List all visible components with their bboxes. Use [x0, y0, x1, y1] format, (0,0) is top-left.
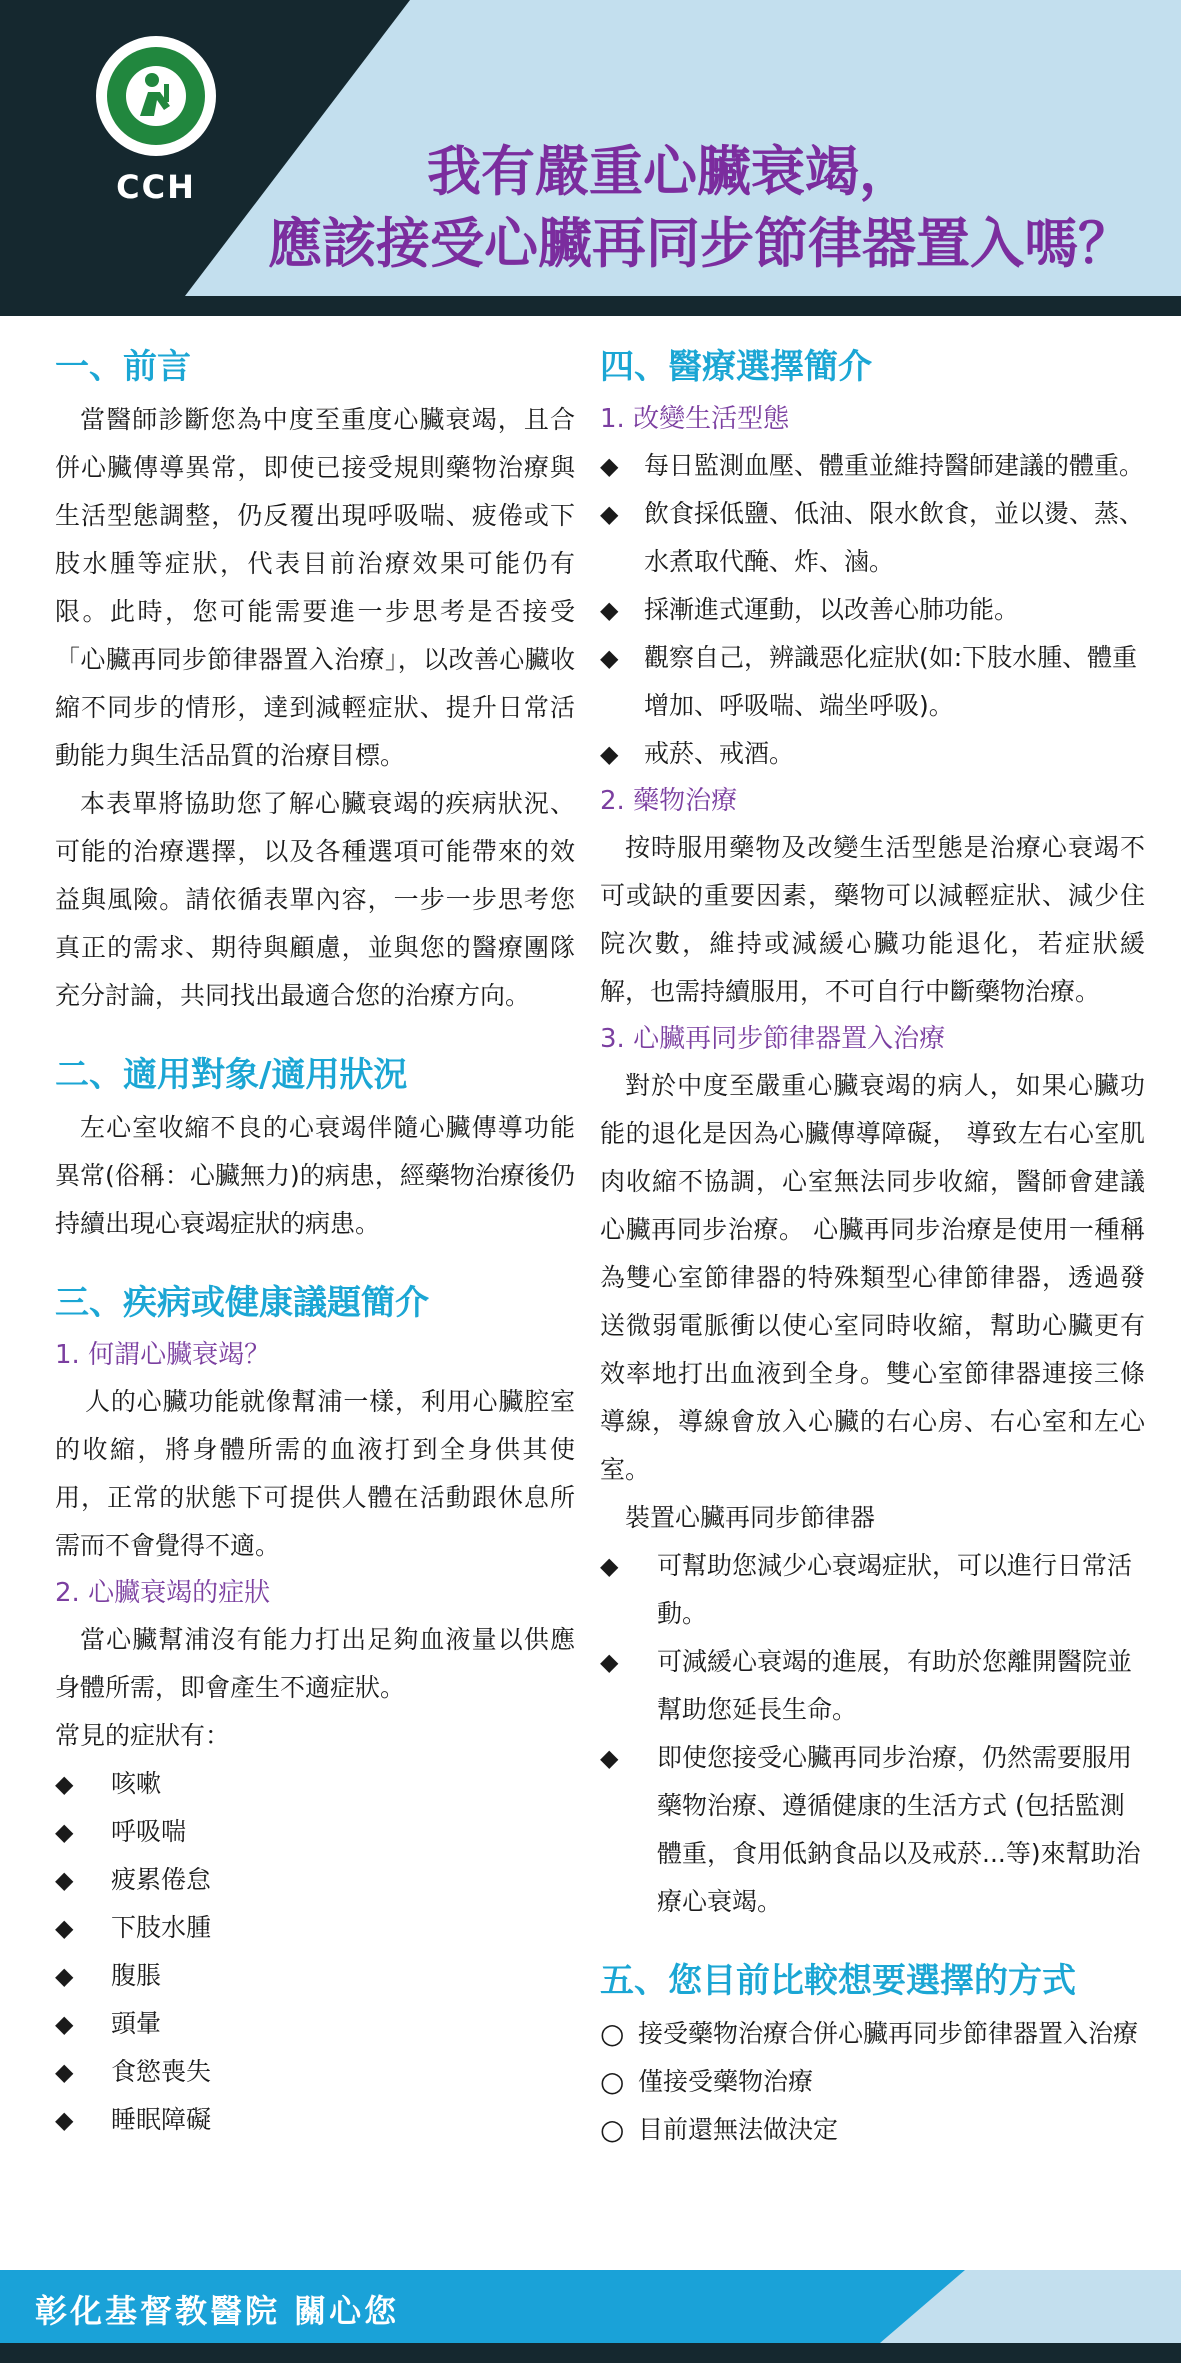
- diamond-bullet-icon: ◆: [55, 1962, 74, 1990]
- section-3-subheading-1: 1. 何謂心臟衰竭？: [55, 1340, 271, 1370]
- list-item: ◆ 飲食採低鹽、低油、限水飲食，並以燙、蒸、水煮取代醃、炸、滷。: [600, 490, 1145, 586]
- diamond-bullet-icon: ◆: [55, 1866, 74, 1894]
- section-1-heading: 一、前言: [55, 347, 191, 387]
- section-5-heading: 五、您目前比較想要選擇的方式: [600, 1961, 1076, 2001]
- diamond-bullet-icon: ◆: [600, 1552, 619, 1580]
- section-3-subheading-2: 2. 心臟衰竭的症狀: [55, 1578, 271, 1608]
- choice-options: [600, 2010, 1145, 2154]
- list-item: ◆ 呼吸喘: [55, 1808, 575, 1856]
- option-medication-plus-crt[interactable]: ○ 接受藥物治療合併心臟再同步節律器置入治療: [600, 2010, 1145, 2058]
- section-1-paragraph-1: 當醫師診斷您為中度至重度心臟衰竭，且合併心臟傳導異常，即使已接受規則藥物治療與生活型態調整，仍反覆出現呼吸喘、疲倦或下肢水腫等症狀，代表目前治療效果可能仍有限。此時，您可能需要進一步思考是否接受「心臟再同步節律器置入治療」，以改善心臟收縮不同步的情形，達到減輕症狀、提升日常活動能力與生活品質的治療目標。: [55, 405, 575, 770]
- section-2-heading: 二、適用對象/適用狀況: [55, 1055, 408, 1095]
- list-item: ◆ 疲累倦怠: [55, 1856, 575, 1904]
- section-3-paragraph-2: 當心臟幫浦沒有能力打出足夠血液量以供應身體所需，即會產生不適症狀。: [55, 1625, 575, 1702]
- radio-circle-icon[interactable]: ○: [600, 2113, 625, 2146]
- right-column: [600, 338, 1145, 2154]
- list-item: ◆ 咳嗽: [55, 1760, 575, 1808]
- list-item: ◆ 可減緩心衰竭的進展，有助於您離開醫院並幫助您延長生命。: [600, 1638, 1145, 1734]
- diamond-bullet-icon: ◆: [55, 2010, 74, 2038]
- diamond-bullet-icon: ◆: [600, 1744, 619, 1772]
- diamond-bullet-icon: ◆: [55, 2106, 74, 2134]
- list-item: ◆ 採漸進式運動，以改善心肺功能。: [600, 586, 1145, 634]
- footer-slogan: 彰化基督教醫院 關心您: [35, 2292, 400, 2330]
- footer-dark-bar: [0, 2343, 1181, 2363]
- list-item: ◆ 頭暈: [55, 2000, 575, 2048]
- page-title-line1: 我有嚴重心臟衰竭，: [427, 140, 913, 203]
- diamond-bullet-icon: ◆: [55, 1818, 74, 1846]
- section-4-paragraph-4: 裝置心臟再同步節律器: [625, 1503, 876, 1532]
- diamond-bullet-icon: ◆: [55, 1914, 74, 1942]
- diamond-bullet-icon: ◆: [600, 1648, 619, 1676]
- section-2-paragraph: 左心室收縮不良的心衰竭伴隨心臟傳導功能異常(俗稱：心臟無力)的病患，經藥物治療後仍持續出現心衰竭症狀的病患。: [55, 1113, 575, 1238]
- logo-text: CCH: [116, 168, 196, 206]
- diamond-bullet-icon: ◆: [600, 740, 619, 768]
- section-3-heading: 三、疾病或健康議題簡介: [55, 1283, 429, 1323]
- diamond-bullet-icon: ◆: [600, 596, 619, 624]
- section-4-subheading-3: 3. 心臟再同步節律器置入治療: [600, 1024, 946, 1054]
- list-item: ◆ 每日監測血壓、體重並維持醫師建議的體重。: [600, 442, 1145, 490]
- header: [0, 0, 1181, 316]
- device-benefit-list: [600, 1542, 1145, 1926]
- section-4-paragraph-3: 對於中度至嚴重心臟衰竭的病人，如果心臟功能的退化是因為心臟傳導障礙， 導致左右心室肌肉收縮不協調，心室無法同步收縮，醫師會建議心臟再同步治療。 心臟再同步治療是使用一種稱為雙心室節律器的特殊類型心律節律器，透過發送微弱電脈衝以使心室同時收縮，幫助心臟更有效率地打出血液到全身。雙心室節律器連接三條導線，導線會放入心臟的右心房、右心室和左心室。: [600, 1071, 1145, 1484]
- section-4-subheading-1: 1. 改變生活型態: [600, 404, 790, 434]
- diamond-bullet-icon: ◆: [55, 2058, 74, 2086]
- section-1-paragraph-2: 本表單將協助您了解心臟衰竭的疾病狀況、可能的治療選擇，以及各種選項可能帶來的效益與風險。請依循表單內容，一步一步思考您真正的需求、期待與顧慮，並與您的醫療團隊充分討論，共同找出最適合您的治療方向。: [55, 789, 575, 1010]
- list-item: ◆ 食慾喪失: [55, 2048, 575, 2096]
- logo-figure-icon: [126, 66, 186, 126]
- list-item: ◆ 腹脹: [55, 1952, 575, 2000]
- diamond-bullet-icon: ◆: [600, 452, 619, 480]
- option-medication-only[interactable]: ○ 僅接受藥物治療: [600, 2058, 1145, 2106]
- symptom-list: [55, 1760, 575, 2144]
- list-item: ◆ 即使您接受心臟再同步治療，仍然需要服用藥物治療、遵循健康的生活方式 (包括監測體重，食用低鈉食品以及戒菸...等)來幫助治療心衰竭。: [600, 1734, 1145, 1926]
- hospital-logo-emblem: [96, 36, 216, 156]
- list-item: ◆ 睡眠障礙: [55, 2096, 575, 2144]
- section-4-heading: 四、醫療選擇簡介: [600, 347, 872, 387]
- list-item: ◆ 戒菸、戒酒。: [600, 730, 1145, 778]
- header-dark-bar: [0, 296, 1181, 316]
- left-column: [55, 338, 575, 2144]
- diamond-bullet-icon: ◆: [600, 644, 619, 672]
- radio-circle-icon[interactable]: ○: [600, 2017, 625, 2050]
- list-item: ◆ 觀察自己，辨識惡化症狀(如:下肢水腫、體重增加、呼吸喘、端坐呼吸)。: [600, 634, 1145, 730]
- diamond-bullet-icon: ◆: [55, 1770, 74, 1798]
- list-item: ◆ 下肢水腫: [55, 1904, 575, 1952]
- list-item: ◆ 可幫助您減少心衰竭症狀，可以進行日常活動。: [600, 1542, 1145, 1638]
- page-title-line2: 應該接受心臟再同步節律器置入嗎？: [268, 212, 1132, 275]
- option-undecided[interactable]: ○ 目前還無法做決定: [600, 2106, 1145, 2154]
- footer: [0, 2270, 1181, 2363]
- lifestyle-list: [600, 442, 1145, 778]
- diamond-bullet-icon: ◆: [600, 500, 619, 528]
- section-3-paragraph-3: 常見的症狀有：: [55, 1721, 231, 1750]
- section-4-paragraph-2: 按時服用藥物及改變生活型態是治療心衰竭不可或缺的重要因素，藥物可以減輕症狀、減少住院次數，維持或減緩心臟功能退化，若症狀緩解，也需持續服用，不可自行中斷藥物治療。: [600, 833, 1145, 1006]
- section-3-paragraph-1: 人的心臟功能就像幫浦一樣，利用心臟腔室的收縮，將身體所需的血液打到全身供其使用，正常的狀態下可提供人體在活動跟休息所需而不會覺得不適。: [55, 1387, 575, 1560]
- radio-circle-icon[interactable]: ○: [600, 2065, 625, 2098]
- section-4-subheading-2: 2. 藥物治療: [600, 786, 738, 816]
